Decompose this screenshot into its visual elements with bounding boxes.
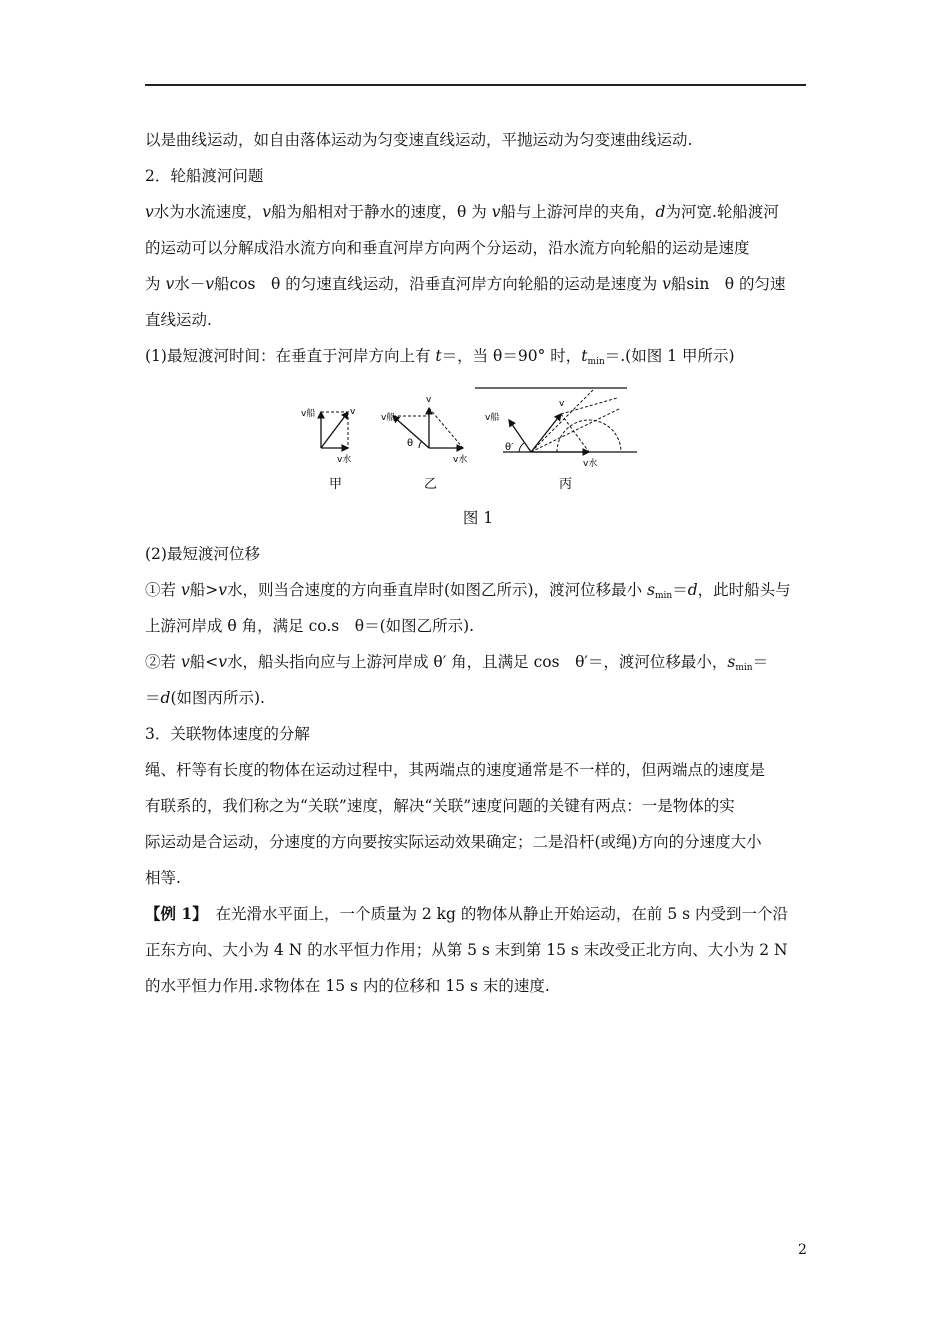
- symbol-v: v: [205, 275, 214, 293]
- text-span: 船为船相对于静水的速度，θ 为: [271, 203, 492, 221]
- text-line: [145, 572, 807, 608]
- symbol-v: v: [262, 203, 272, 221]
- text-line: 有联系的，我们称之为“关联”速度，解决“关联”速度问题的关键有两点：一是物体的实: [145, 797, 735, 815]
- label-v-boat: v船: [485, 413, 500, 423]
- label-jia: 甲: [329, 477, 343, 492]
- text-span: 船>: [189, 581, 219, 599]
- text-span: 为: [145, 275, 166, 293]
- figure-diagram: [145, 380, 807, 500]
- text-line: 的运动可以分解成沿水流方向和垂直河岸方向两个分运动，沿水流方向轮船的运动是速度: [145, 239, 750, 257]
- label-theta: θ: [407, 438, 414, 449]
- label-theta-prime: θ′: [505, 442, 514, 453]
- text-line: 正东方向、大小为 4 N 的水平恒力作用；从第 5 s 末到第 15 s 末改受正北方向、大小为 2 N: [145, 941, 788, 959]
- text-line: [145, 338, 807, 374]
- text-span: 为河宽.轮船渡河: [665, 203, 779, 221]
- symbol-v: v: [165, 275, 175, 293]
- diagram-yi: [381, 395, 467, 492]
- symbol-v: v: [145, 203, 154, 221]
- example-line: [145, 896, 807, 932]
- page-number: 2: [798, 1242, 807, 1258]
- label-yi: 乙: [424, 477, 438, 492]
- text-span: ②若: [145, 653, 181, 671]
- text-line: 直线运动.: [145, 311, 212, 329]
- symbol-d: d: [160, 689, 171, 707]
- text-line: 绳、杆等有长度的物体在运动过程中，其两端点的速度通常是不一样的，但两端点的速度是: [145, 761, 766, 779]
- symbol-v: v: [180, 653, 190, 671]
- label-v-water: v水: [583, 459, 598, 469]
- symbol-d: d: [655, 203, 666, 221]
- symbol-d: d: [687, 581, 698, 599]
- header-rule: [145, 84, 806, 86]
- text-span: 水－: [174, 275, 206, 293]
- symbol-s: s: [647, 581, 655, 599]
- text-line: [145, 644, 807, 680]
- text-line: 际运动是合运动，分速度的方向要按实际运动效果确定；二是沿杆(或绳)方向的分速度大小: [145, 833, 762, 851]
- label-bing: 丙: [559, 477, 573, 492]
- symbol-v: v: [180, 581, 190, 599]
- text-span: 水，则当合速度的方向垂直岸时(如图乙所示)，渡河位移最小: [226, 581, 647, 599]
- section-heading: 2．轮船渡河问题: [145, 167, 264, 185]
- text-line: 相等.: [145, 869, 181, 887]
- text-span: 水为水流速度，: [153, 203, 263, 221]
- text-span: (1)最短渡河时间：在垂直于河岸方向上有: [145, 347, 436, 365]
- text-span: 船sin θ 的匀速: [670, 275, 786, 293]
- page-content: [145, 122, 807, 1004]
- text-line: (2)最短渡河位移: [145, 545, 260, 563]
- figure-caption: 图 1: [462, 509, 494, 527]
- subscript: min: [735, 663, 753, 673]
- text-span: ＝: [145, 689, 161, 707]
- symbol-v: v: [662, 275, 671, 293]
- text-span: ＝.(如图 1 甲所示): [604, 347, 735, 365]
- text-span: 水，船头指向应与上游河岸成 θ′ 角，且满足 cos θ′＝，渡河位移最小，: [226, 653, 728, 671]
- text-span: ＝，当 θ＝90° 时，: [441, 347, 582, 365]
- symbol-t: t: [581, 347, 588, 365]
- text-line: [145, 680, 807, 716]
- text-span: (如图丙所示).: [170, 689, 265, 707]
- label-v-boat: v船: [381, 413, 396, 423]
- text-span: 船与上游河岸的夹角，: [500, 203, 656, 221]
- text-line: 上游河岸成 θ 角，满足 co.s θ＝(如图乙所示).: [145, 617, 475, 635]
- text-span: ，此时船头与: [697, 581, 791, 599]
- label-v: v: [426, 395, 432, 405]
- text-span: ＝: [752, 653, 769, 671]
- label-v-boat: v船: [301, 409, 316, 419]
- symbol-v: v: [218, 581, 227, 599]
- text-span: ＝: [672, 581, 688, 599]
- symbol-v: v: [218, 653, 227, 671]
- text-line: 的水平恒力作用.求物体在 15 s 内的位移和 15 s 末的速度.: [145, 977, 550, 995]
- subscript: min: [654, 591, 673, 601]
- label-v: v: [350, 407, 356, 417]
- example-tag: 【例 1】: [145, 904, 200, 923]
- symbol-v: v: [491, 203, 501, 221]
- figure-1: [145, 380, 807, 500]
- text-line: [145, 266, 807, 302]
- section-heading: 3．关联物体速度的分解: [145, 725, 310, 743]
- label-v: v: [559, 399, 565, 409]
- text-span: 在光滑水平面上，一个质量为 2 kg 的物体从静止开始运动，在前 5 s 内受到一个沿: [199, 905, 788, 923]
- symbol-t: t: [435, 347, 442, 365]
- text-line: 以是曲线运动，如自由落体运动为匀变速直线运动，平抛运动为匀变速曲线运动.: [145, 131, 693, 149]
- symbol-s: s: [727, 653, 736, 671]
- text-span: ①若: [145, 581, 181, 599]
- label-v-water: v水: [337, 455, 352, 465]
- diagram-jia: [301, 407, 356, 492]
- text-span: 船<: [189, 653, 219, 671]
- diagram-bing: [475, 388, 637, 492]
- label-v-water: v水: [453, 455, 468, 465]
- text-span: 船cos θ 的匀速直线运动，沿垂直河岸方向轮船的运动是速度为: [213, 275, 663, 293]
- text-line: [145, 194, 807, 230]
- subscript: min: [587, 357, 605, 367]
